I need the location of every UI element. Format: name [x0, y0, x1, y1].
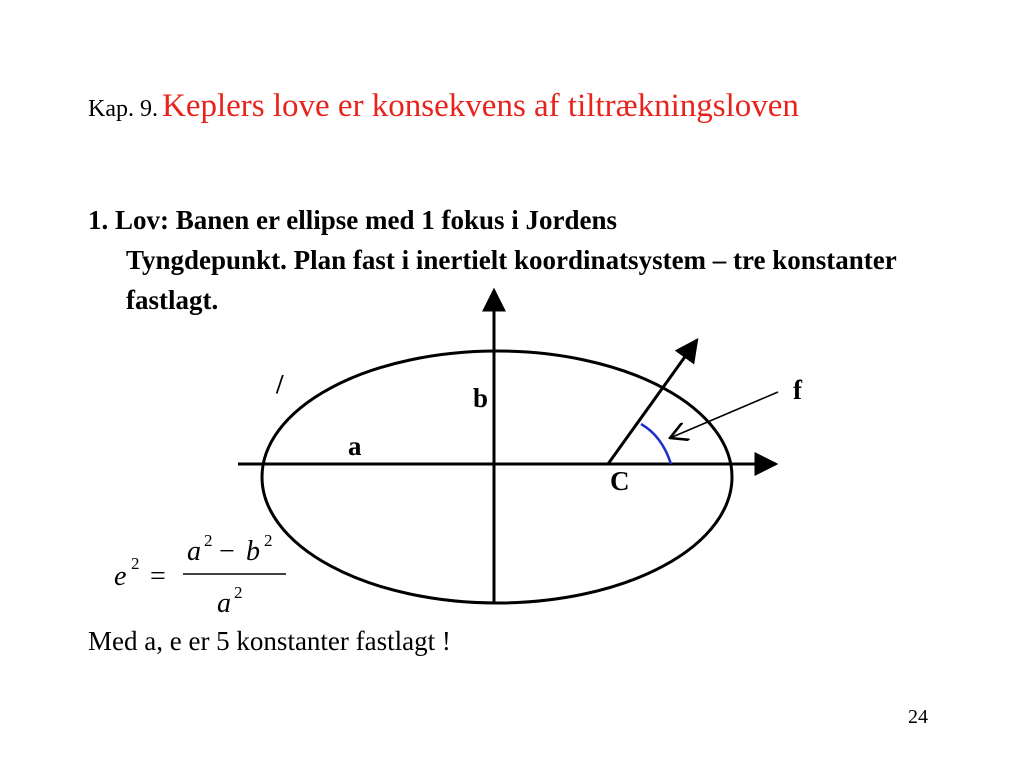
page-number: 24 — [908, 706, 928, 728]
law-continuation: Tyngdepunkt. Plan fast i inertielt koordinatsystem – tre konstanter fastlagt. — [126, 245, 897, 315]
formula-den-a-exp: 2 — [234, 583, 243, 602]
label-a: a — [348, 431, 362, 461]
title-prefix: Kap. 9. — [88, 96, 158, 122]
formula-num-a-exp: 2 — [204, 531, 213, 550]
eccentricity-formula — [114, 531, 286, 619]
title-main: Keplers love er konsekvens af tiltrækningsloven — [161, 88, 799, 124]
label-l: / — [276, 369, 284, 399]
formula-lhs-exp: 2 — [131, 554, 140, 573]
law-first-line: 1. Lov: Banen er ellipse med 1 fokus i Jordens — [88, 205, 618, 235]
formula-num-a: a — [187, 536, 201, 567]
conclusion-text: Med a, e er 5 konstanter fastlagt ! — [88, 626, 451, 656]
angle-pointer-arrow — [670, 392, 778, 438]
formula-minus: − — [219, 536, 235, 567]
label-b: b — [473, 383, 489, 413]
label-f: f — [793, 375, 802, 405]
label-focus-c: C — [610, 466, 630, 496]
formula-num-b-exp: 2 — [264, 531, 273, 550]
formula-equals: = — [150, 561, 166, 592]
formula-den-a: a — [217, 588, 231, 619]
formula-num-b: b — [246, 536, 260, 567]
formula-lhs-e: e — [114, 561, 127, 592]
true-anomaly-arc — [641, 424, 671, 464]
